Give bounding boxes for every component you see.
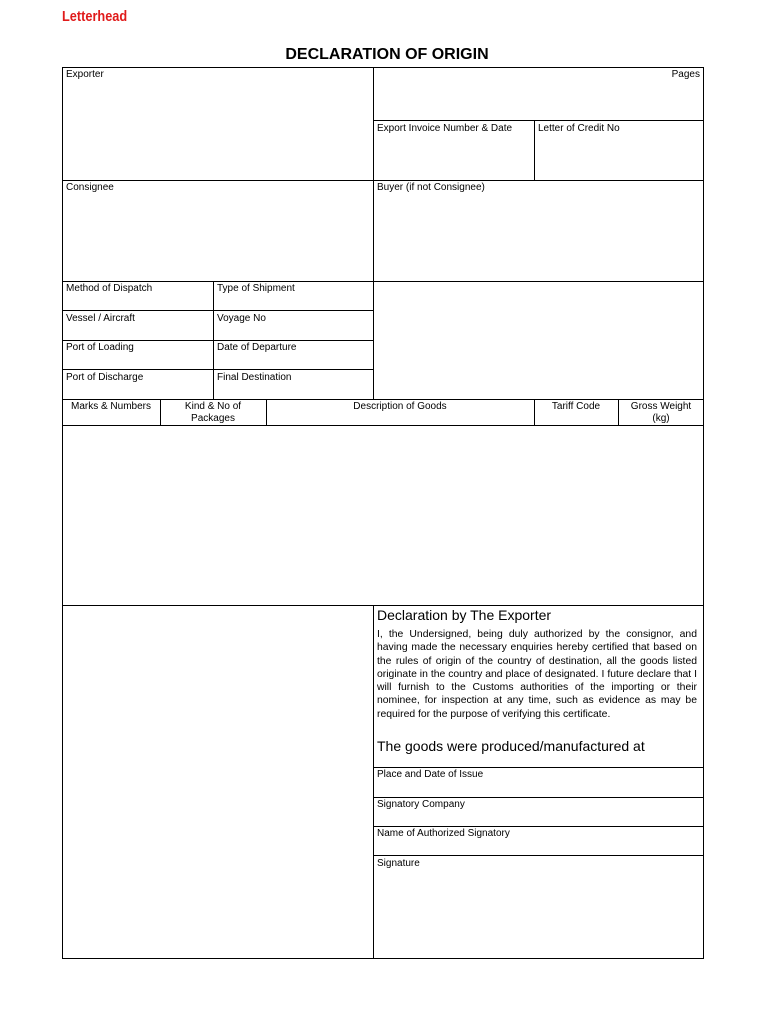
signatory-company-label: Signatory Company — [377, 799, 465, 810]
place-date-issue-label: Place and Date of Issue — [377, 769, 484, 780]
divider — [373, 605, 374, 959]
marks-numbers-header: Marks & Numbers — [70, 401, 151, 412]
divider — [373, 120, 704, 121]
divider — [62, 281, 704, 282]
divider — [373, 797, 704, 798]
document-title: DECLARATION OF ORIGIN — [285, 46, 489, 63]
type-of-shipment-label: Type of Shipment — [217, 283, 295, 294]
gross-weight-header-line1: Gross Weight — [630, 401, 692, 412]
voyage-no-label: Voyage No — [217, 313, 266, 324]
divider — [62, 310, 373, 311]
description-header: Description of Goods — [353, 401, 447, 412]
divider — [373, 855, 704, 856]
divider — [62, 399, 704, 400]
port-of-discharge-label: Port of Discharge — [66, 372, 144, 383]
gross-weight-header-line2: (kg) — [652, 413, 670, 424]
divider — [62, 180, 704, 181]
vessel-aircraft-label: Vessel / Aircraft — [66, 313, 135, 324]
letterhead: Letterhead — [62, 8, 128, 25]
divider — [62, 369, 373, 370]
kind-packages-header-line1: Kind & No of — [184, 401, 242, 412]
declaration-body: I, the Undersigned, being duly authorized by the consignor, and having made the necessary enquiries hereby certified that based on the rules of origin of the country of destination, all the goods listed originate in the country and place of designated. I future declare that I will furnish to the Customs authorities of the importing or their nominee, for inspection at any time, such as evidence as may be required for the purpose of verifying this certificate. — [377, 629, 697, 720]
divider — [373, 67, 374, 400]
divider — [373, 767, 704, 768]
kind-packages-header-line2: Packages — [191, 413, 235, 424]
divider — [62, 425, 704, 426]
consignee-label: Consignee — [66, 182, 114, 193]
buyer-label: Buyer (if not Consignee) — [377, 182, 485, 193]
date-of-departure-label: Date of Departure — [217, 342, 297, 353]
signature-label: Signature — [377, 858, 420, 869]
goods-produced-line: The goods were produced/manufactured at — [377, 738, 645, 754]
exporter-label: Exporter — [66, 69, 104, 80]
letter-of-credit-label: Letter of Credit No — [538, 123, 620, 134]
authorized-signatory-label: Name of Authorized Signatory — [377, 828, 510, 839]
divider — [534, 120, 535, 181]
tariff-code-header: Tariff Code — [551, 401, 601, 412]
pages-label: Pages — [671, 69, 700, 80]
divider — [62, 605, 704, 606]
declaration-title: Declaration by The Exporter — [377, 607, 552, 623]
divider — [373, 826, 704, 827]
export-invoice-label: Export Invoice Number & Date — [377, 123, 513, 134]
final-destination-label: Final Destination — [217, 372, 292, 383]
divider — [62, 340, 373, 341]
port-of-loading-label: Port of Loading — [66, 342, 134, 353]
method-of-dispatch-label: Method of Dispatch — [66, 283, 153, 294]
